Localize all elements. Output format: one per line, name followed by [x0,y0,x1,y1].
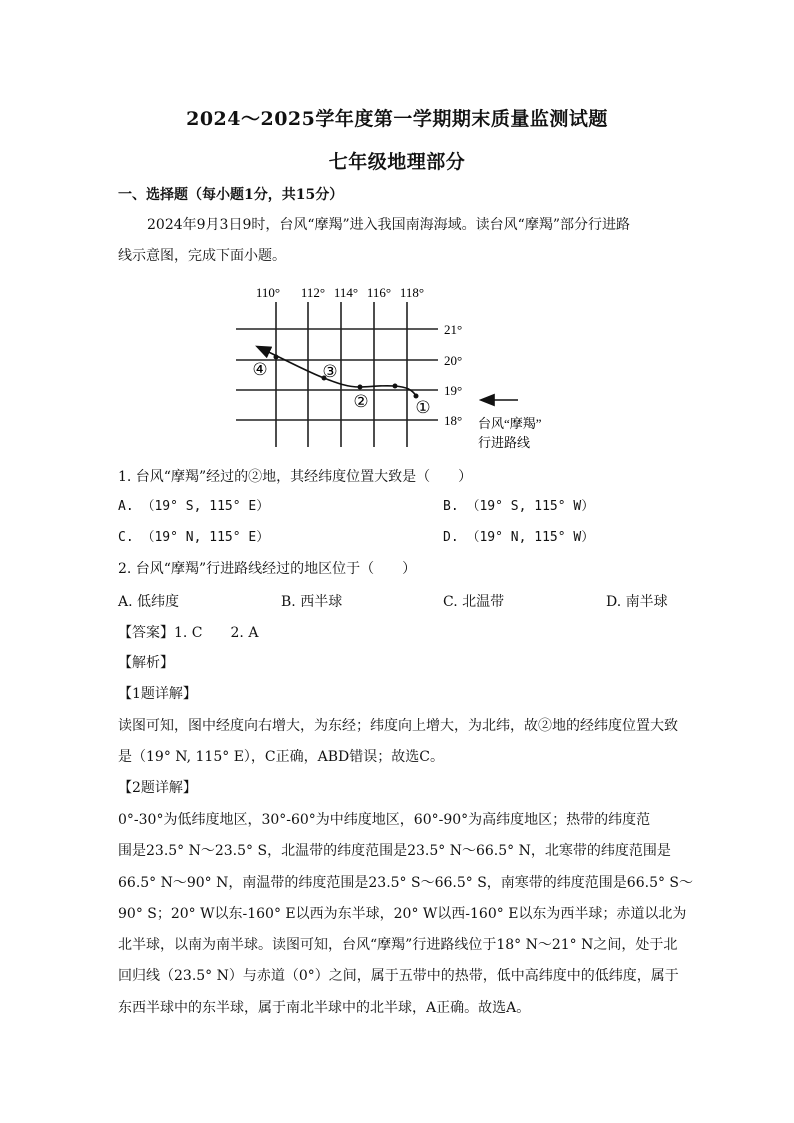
q1-option-d[interactable]: D. （19° N, 115° W） [443,530,595,545]
q2-detail-line-2: 围是23.5° N～23.5° S，北温带的纬度范围是23.5° N～66.5° N，北寒带的纬度范围是 [118,843,671,859]
q2-option-c[interactable]: C. 北温带 [443,594,505,610]
q1-option-b[interactable]: B. （19° S, 115° W） [443,499,595,514]
q2-detail-line-7: 东西半球中的东半球，属于南北半球中的北半球，A正确。故选A。 [118,1000,531,1016]
longitude-label: 118° [399,285,425,300]
intro-line-1: 2024年9月3日9时，台风“摩羯”进入我国南海海域。读台风“摩羯”部分行进路 [147,217,630,233]
q1-option-a[interactable]: A. （19° S, 115° E） [118,499,270,514]
longitude-label: 114° [333,285,359,300]
q2-detail-line-6: 回归线（23.5° N）与赤道（0°）之间，属于五带中的热带，低中高纬度中的低纬度，属于 [118,968,679,984]
q2-option-a[interactable]: A. 低纬度 [118,594,180,610]
longitude-label: 116° [366,285,392,300]
q2-detail-line-4: 90° S；20° W以东-160° E以西为东半球，20° W以西-160° E以东为西半球；赤道以北为 [118,906,687,922]
latitude-label: 19° [444,383,463,398]
exam-subtitle: 七年级地理部分 [328,151,466,173]
longitude-label: 110° [255,285,281,300]
q2-option-b[interactable]: B. 西半球 [281,594,343,610]
track-point [358,385,363,390]
track-point [274,355,279,360]
point-label-2: ② [353,392,369,411]
point-label-3: ③ [322,362,338,381]
latitude-label: 21° [444,322,463,337]
q1-detail-line-2: 是（19° N, 115° E），C正确，ABD错误；故选C。 [118,749,444,765]
q1-stem: 1. 台风“摩羯”经过的②地，其经纬度位置大致是（ ） [118,469,473,485]
answer-line: 【答案】1. C 2. A [118,625,259,641]
q2-stem: 2. 台风“摩羯”行进路线经过的地区位于（ ） [118,561,417,577]
track-point [393,384,398,389]
latitude-label: 20° [444,353,463,368]
q1-detail-heading: 【1题详解】 [118,686,197,702]
q2-option-d[interactable]: D. 南半球 [606,594,668,610]
q2-detail-line-1: 0°-30°为低纬度地区，30°-60°为中纬度地区，60°-90°为高纬度地区；热带的纬度范 [118,812,651,828]
point-label-4: ④ [252,360,268,379]
q1-detail-line-1: 读图可知，图中经度向右增大，为东经；纬度向上增大，为北纬，故②地的经纬度位置大致 [118,718,678,734]
point-label-1: ① [415,398,431,417]
analysis-heading: 【解析】 [118,655,174,671]
legend-label-line-1: 台风“摩羯” [478,416,542,431]
intro-line-2: 线示意图，完成下面小题。 [118,248,286,264]
longitude-label: 112° [300,285,326,300]
q2-detail-line-5: 北半球，以南为南半球。读图可知，台风“摩羯”行进路线位于18° N～21° N之间，处于北 [118,937,678,953]
q1-option-c[interactable]: C. （19° N, 115° E） [118,530,270,545]
q2-detail-line-3: 66.5° N～90° N，南温带的纬度范围是23.5° S～66.5° S，南寒带的纬度范围是66.5° S～ [118,875,694,891]
latitude-label: 18° [444,413,463,428]
legend-label-line-2: 行进路线 [478,435,531,450]
typhoon-track-figure [220,277,560,457]
section-heading: 一、选择题（每小题1分，共15分） [118,187,344,203]
exam-title: 2024～2025学年度第一学期期末质量监测试题 [186,108,608,130]
q2-detail-heading: 【2题详解】 [118,780,197,796]
